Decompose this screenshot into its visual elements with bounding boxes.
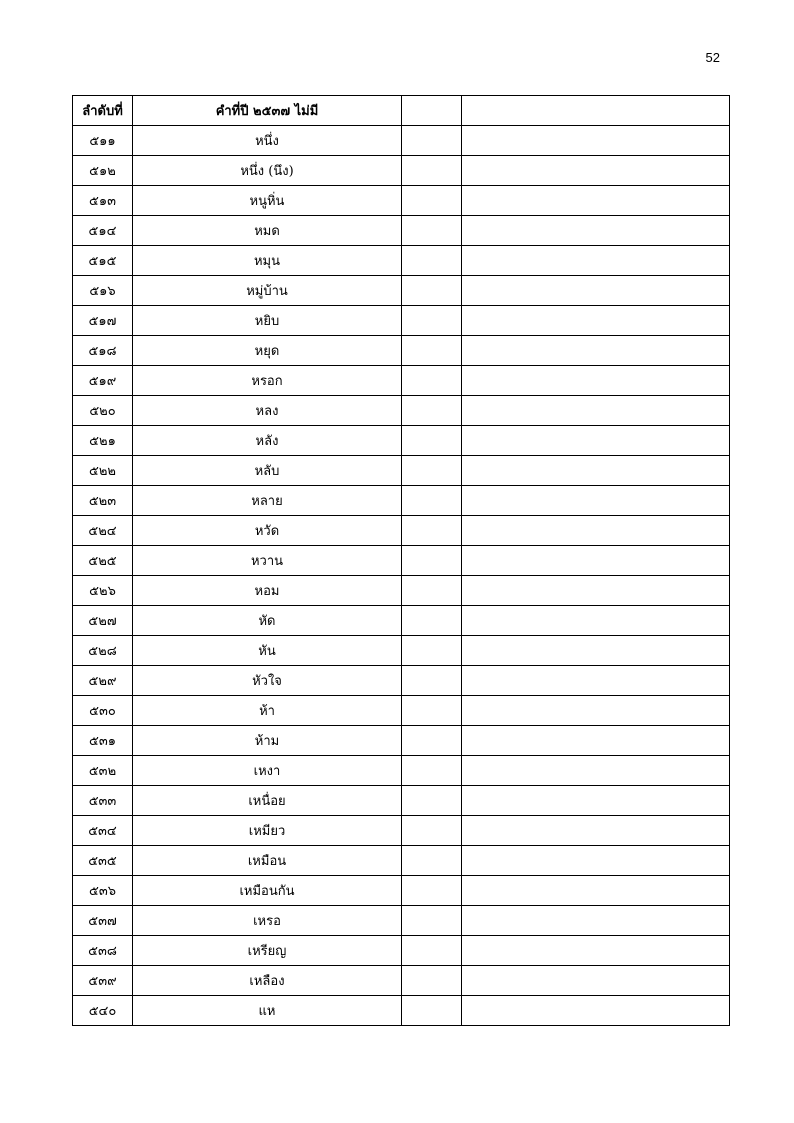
row-empty-cell (462, 696, 730, 726)
row-order-cell: ๕๒๙ (73, 666, 133, 696)
row-empty-cell (402, 966, 462, 996)
table-row (73, 426, 730, 456)
row-empty-cell (462, 216, 730, 246)
row-empty-cell (462, 276, 730, 306)
table-row (73, 636, 730, 666)
row-empty-cell (462, 786, 730, 816)
row-empty-cell (462, 906, 730, 936)
table-row (73, 516, 730, 546)
row-order-cell: ๕๓๓ (73, 786, 133, 816)
row-empty-cell (462, 606, 730, 636)
table-row (73, 696, 730, 726)
row-empty-cell (402, 666, 462, 696)
table-row (73, 966, 730, 996)
row-word-cell: หอม (133, 576, 402, 606)
row-empty-cell (462, 996, 730, 1026)
table-row (73, 756, 730, 786)
row-empty-cell (402, 186, 462, 216)
row-order-cell: ๕๑๗ (73, 306, 133, 336)
table-row (73, 126, 730, 156)
table-row (73, 216, 730, 246)
row-empty-cell (462, 726, 730, 756)
table-row (73, 726, 730, 756)
row-empty-cell (402, 516, 462, 546)
table-row (73, 906, 730, 936)
row-empty-cell (402, 156, 462, 186)
row-order-cell: ๕๓๐ (73, 696, 133, 726)
row-word-cell: หวัด (133, 516, 402, 546)
row-order-cell: ๕๓๖ (73, 876, 133, 906)
row-order-cell: ๕๑๕ (73, 246, 133, 276)
header-col4 (462, 96, 730, 126)
row-empty-cell (462, 936, 730, 966)
row-empty-cell (402, 126, 462, 156)
row-word-cell: ห้าม (133, 726, 402, 756)
row-order-cell: ๕๑๖ (73, 276, 133, 306)
table-row (73, 576, 730, 606)
row-order-cell: ๕๑๘ (73, 336, 133, 366)
row-order-cell: ๕๓๔ (73, 816, 133, 846)
table-row (73, 486, 730, 516)
row-word-cell: หนึ่ง (นึง) (133, 156, 402, 186)
row-word-cell: เหลือง (133, 966, 402, 996)
row-order-cell: ๕๑๒ (73, 156, 133, 186)
row-empty-cell (462, 546, 730, 576)
row-word-cell: หัด (133, 606, 402, 636)
row-empty-cell (462, 306, 730, 336)
row-order-cell: ๕๒๓ (73, 486, 133, 516)
row-empty-cell (462, 516, 730, 546)
row-word-cell: เหรอ (133, 906, 402, 936)
table-row (73, 996, 730, 1026)
row-empty-cell (462, 636, 730, 666)
row-empty-cell (402, 456, 462, 486)
table-row (73, 246, 730, 276)
table-row (73, 606, 730, 636)
row-order-cell: ๕๒๖ (73, 576, 133, 606)
row-order-cell: ๕๒๑ (73, 426, 133, 456)
row-empty-cell (402, 876, 462, 906)
table-row (73, 936, 730, 966)
row-word-cell: เหมือน (133, 846, 402, 876)
header-order: ลำดับที่ (73, 96, 133, 126)
row-empty-cell (402, 846, 462, 876)
row-word-cell: หยิบ (133, 306, 402, 336)
row-empty-cell (402, 996, 462, 1026)
row-empty-cell (462, 456, 730, 486)
row-empty-cell (462, 186, 730, 216)
row-word-cell: หนูหิ่น (133, 186, 402, 216)
table-row (73, 306, 730, 336)
word-table (72, 95, 730, 1026)
row-order-cell: ๕๒๒ (73, 456, 133, 486)
row-empty-cell (462, 846, 730, 876)
page-number: 52 (705, 50, 720, 65)
row-word-cell: แห (133, 996, 402, 1026)
row-empty-cell (402, 636, 462, 666)
header-word: คำที่ปี ๒๕๓๗ ไม่มี (133, 96, 402, 126)
row-empty-cell (462, 816, 730, 846)
row-word-cell: หัน (133, 636, 402, 666)
row-empty-cell (402, 366, 462, 396)
row-empty-cell (402, 906, 462, 936)
row-empty-cell (402, 546, 462, 576)
row-order-cell: ๕๑๔ (73, 216, 133, 246)
row-word-cell: หลง (133, 396, 402, 426)
table-row (73, 546, 730, 576)
table-row (73, 846, 730, 876)
row-empty-cell (402, 936, 462, 966)
row-empty-cell (402, 396, 462, 426)
row-empty-cell (462, 336, 730, 366)
row-word-cell: เหรียญ (133, 936, 402, 966)
table-row (73, 816, 730, 846)
row-order-cell: ๕๒๗ (73, 606, 133, 636)
row-empty-cell (462, 126, 730, 156)
row-empty-cell (402, 306, 462, 336)
row-order-cell: ๕๔๐ (73, 996, 133, 1026)
row-empty-cell (462, 246, 730, 276)
table-row (73, 336, 730, 366)
table-row (73, 276, 730, 306)
row-empty-cell (402, 816, 462, 846)
row-empty-cell (402, 606, 462, 636)
row-word-cell: เหมือนกัน (133, 876, 402, 906)
row-empty-cell (402, 276, 462, 306)
row-order-cell: ๕๒๘ (73, 636, 133, 666)
row-empty-cell (402, 756, 462, 786)
table-row (73, 456, 730, 486)
row-empty-cell (462, 426, 730, 456)
row-order-cell: ๕๒๔ (73, 516, 133, 546)
row-word-cell: เหนื่อย (133, 786, 402, 816)
row-word-cell: หลัง (133, 426, 402, 456)
table-row (73, 876, 730, 906)
row-order-cell: ๕๓๕ (73, 846, 133, 876)
row-order-cell: ๕๓๒ (73, 756, 133, 786)
row-order-cell: ๕๑๙ (73, 366, 133, 396)
row-word-cell: เหงา (133, 756, 402, 786)
row-empty-cell (462, 396, 730, 426)
row-order-cell: ๕๑๓ (73, 186, 133, 216)
table-row (73, 156, 730, 186)
table-row (73, 366, 730, 396)
row-empty-cell (402, 786, 462, 816)
row-word-cell: หวาน (133, 546, 402, 576)
row-empty-cell (462, 486, 730, 516)
row-order-cell: ๕๓๗ (73, 906, 133, 936)
row-word-cell: หมด (133, 216, 402, 246)
table-row (73, 186, 730, 216)
row-order-cell: ๕๓๑ (73, 726, 133, 756)
row-word-cell: เหมียว (133, 816, 402, 846)
row-empty-cell (402, 486, 462, 516)
row-order-cell: ๕๓๘ (73, 936, 133, 966)
row-word-cell: หรอก (133, 366, 402, 396)
row-word-cell: หลาย (133, 486, 402, 516)
header-col3 (402, 96, 462, 126)
row-empty-cell (462, 156, 730, 186)
row-empty-cell (462, 756, 730, 786)
row-order-cell: ๕๓๙ (73, 966, 133, 996)
row-word-cell: หยุด (133, 336, 402, 366)
table-header-row (73, 96, 730, 126)
row-word-cell: หลับ (133, 456, 402, 486)
row-empty-cell (402, 426, 462, 456)
row-empty-cell (402, 246, 462, 276)
row-empty-cell (462, 876, 730, 906)
row-empty-cell (402, 696, 462, 726)
row-order-cell: ๕๑๑ (73, 126, 133, 156)
row-empty-cell (402, 216, 462, 246)
row-word-cell: หนึ่ง (133, 126, 402, 156)
row-order-cell: ๕๒๕ (73, 546, 133, 576)
row-word-cell: หัวใจ (133, 666, 402, 696)
row-empty-cell (402, 726, 462, 756)
row-empty-cell (462, 666, 730, 696)
row-word-cell: หมุน (133, 246, 402, 276)
row-word-cell: ห้า (133, 696, 402, 726)
table-body (73, 126, 730, 1026)
table-row (73, 666, 730, 696)
row-empty-cell (462, 366, 730, 396)
row-empty-cell (462, 966, 730, 996)
row-word-cell: หมู่บ้าน (133, 276, 402, 306)
table-row (73, 396, 730, 426)
row-empty-cell (402, 576, 462, 606)
row-empty-cell (462, 576, 730, 606)
row-order-cell: ๕๒๐ (73, 396, 133, 426)
table-row (73, 786, 730, 816)
row-empty-cell (402, 336, 462, 366)
